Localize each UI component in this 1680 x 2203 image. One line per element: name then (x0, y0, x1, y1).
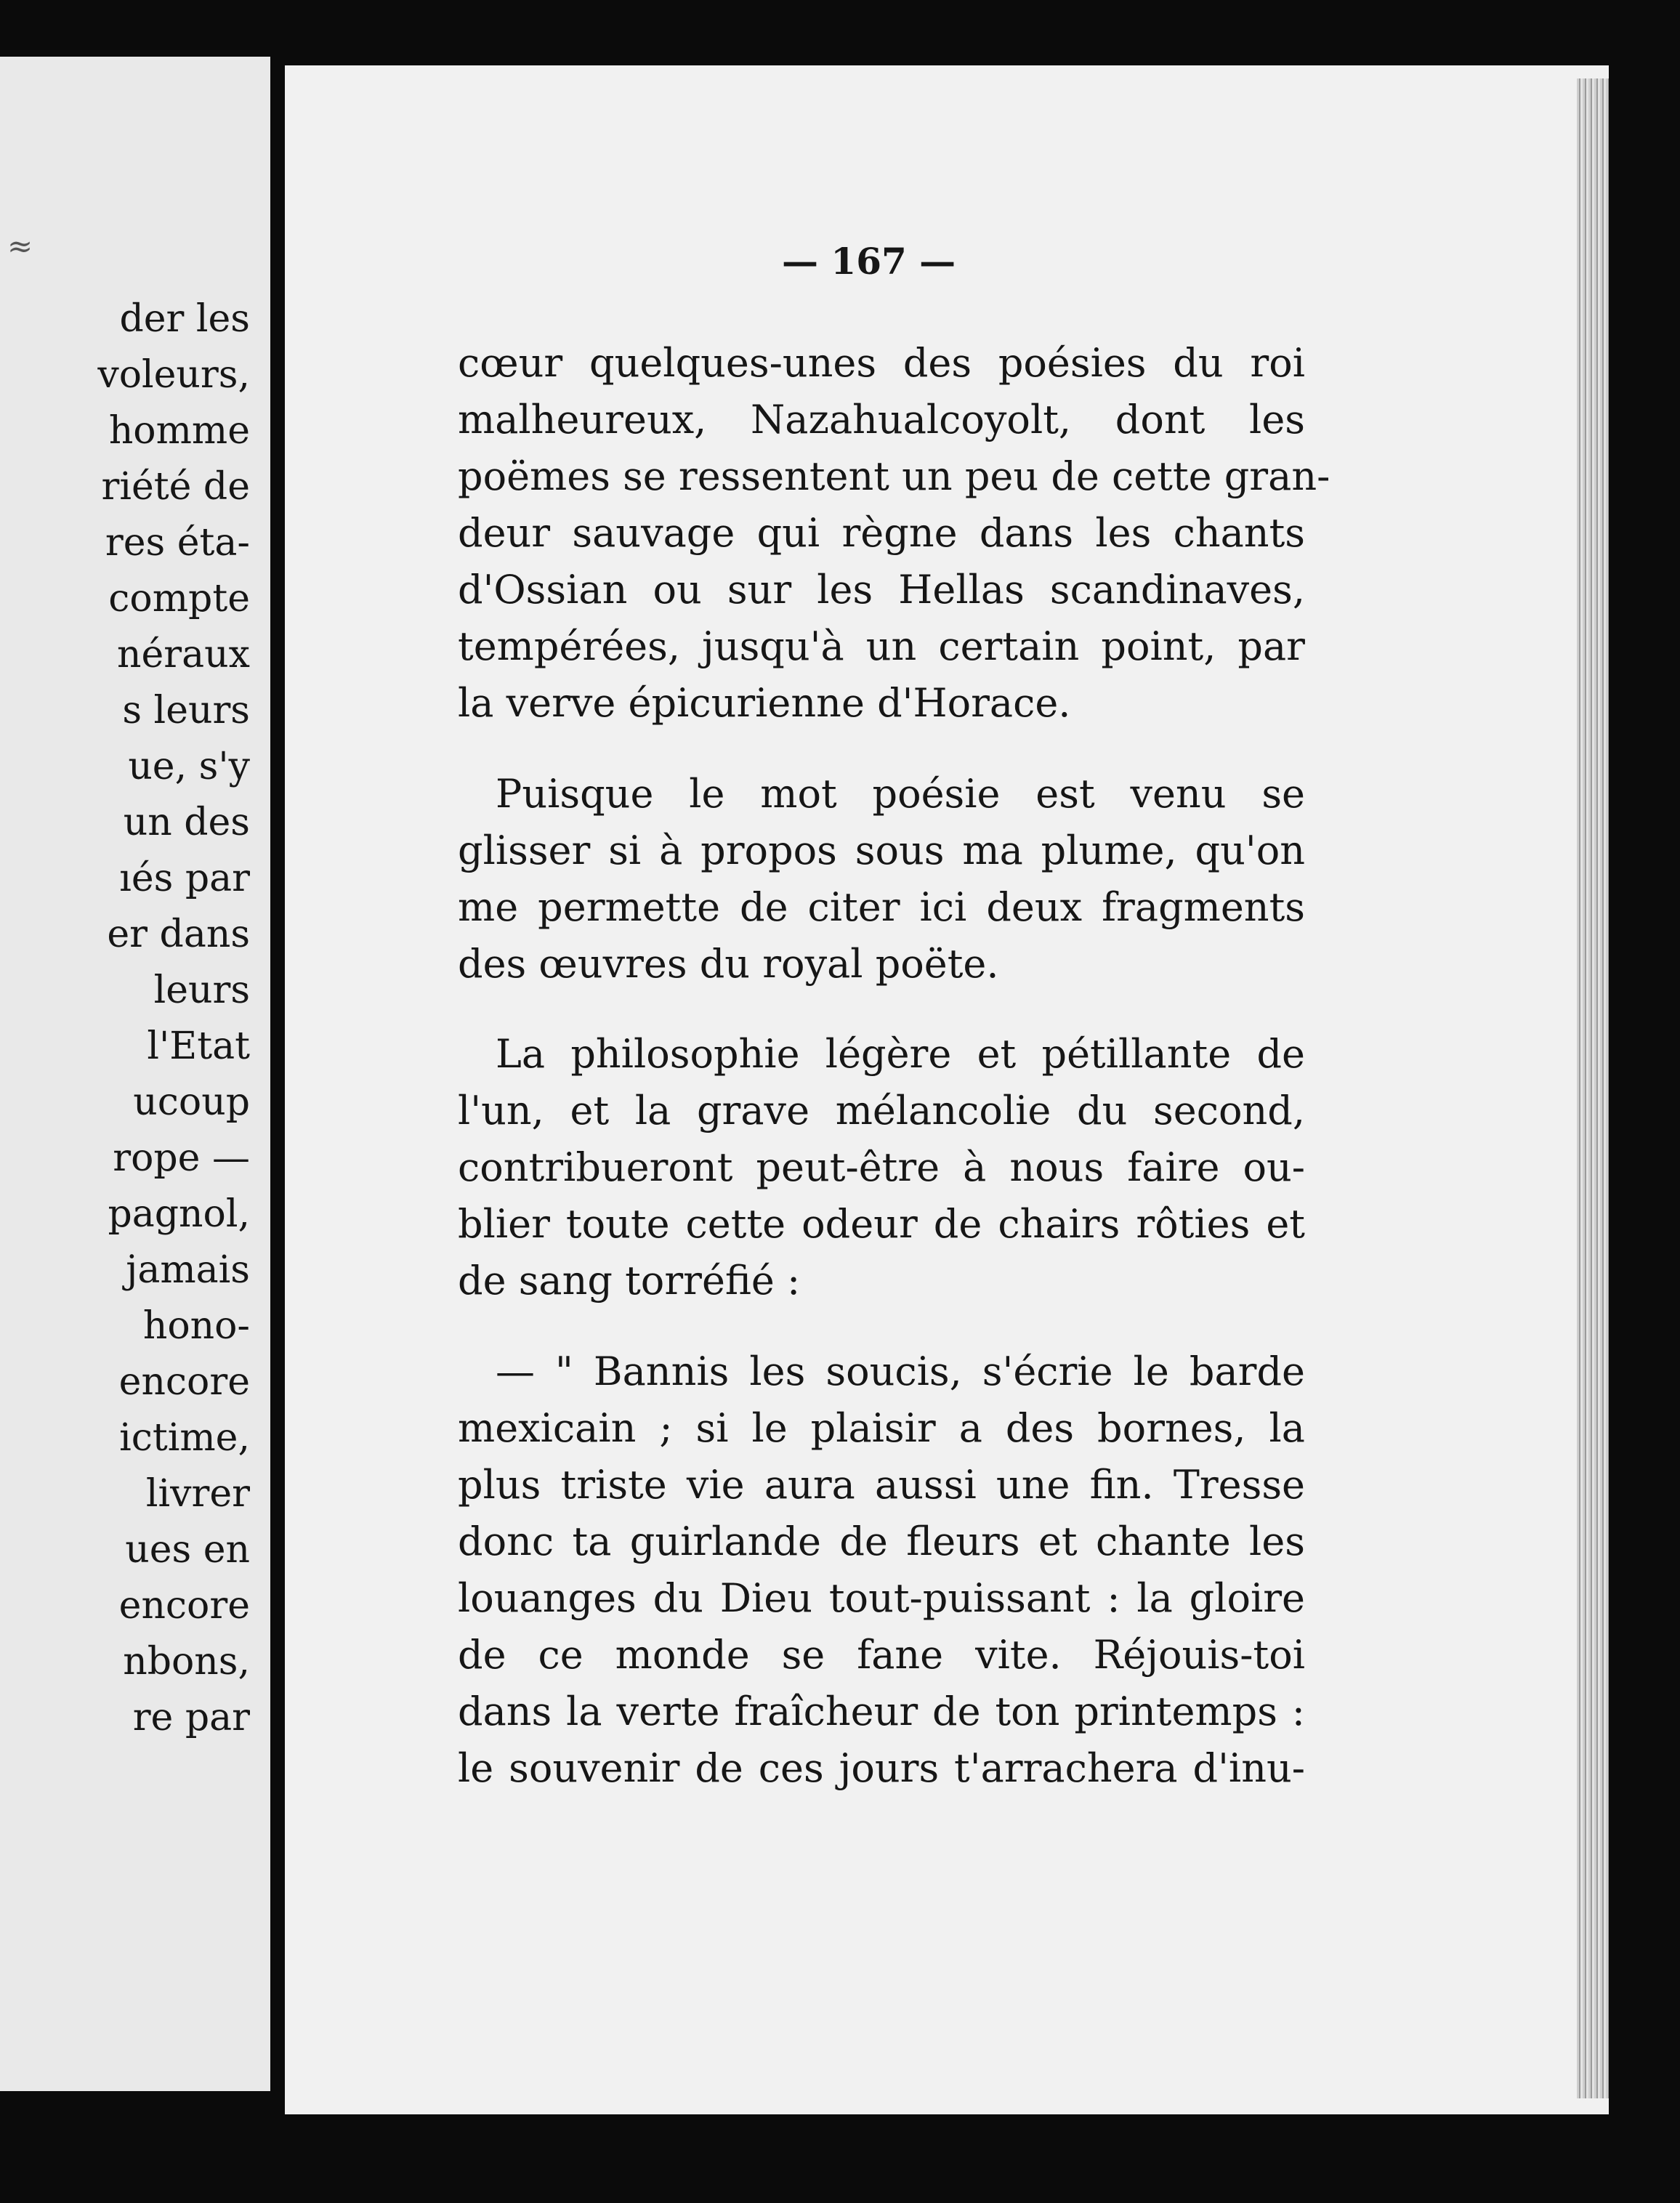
left-page-line: livrer (145, 1472, 250, 1516)
ink-mark: ≈ (7, 228, 33, 264)
left-page-line: ucoup (133, 1080, 250, 1124)
text-line: tempérées, jusqu'à un certain point, par (458, 623, 1305, 669)
left-page-line: rope — (113, 1136, 250, 1180)
left-page-line: ictime, (119, 1416, 250, 1460)
text-line: donc ta guirlande de fleurs et chante les (458, 1519, 1305, 1564)
text-line: dans la verte fraîcheur de ton printemps : (458, 1689, 1305, 1734)
text-line: Puisque le mot poésie est venu se (496, 771, 1305, 817)
text-line: des œuvres du royal poëte. (458, 941, 999, 987)
left-page-line: l'Etat (147, 1024, 250, 1068)
text-line: la verve épicurienne d'Horace. (458, 680, 1071, 726)
left-page-line: ues en (125, 1528, 250, 1572)
left-page-line: nbons, (123, 1640, 250, 1683)
left-page-line: encore (118, 1584, 250, 1628)
text-line: le souvenir de ces jours t'arrachera d'inu- (458, 1745, 1305, 1791)
left-page-line: riété de (101, 465, 250, 509)
left-page-line: encore (118, 1360, 250, 1404)
left-page-line: er dans (107, 913, 250, 956)
left-page-line: ue, s'y (128, 745, 250, 788)
text-line: cœur quelques-unes des poésies du roi (458, 340, 1305, 386)
left-page-line: hono- (142, 1304, 250, 1348)
left-page-line: pagnol, (108, 1192, 250, 1236)
left-page (0, 57, 270, 2091)
text-line: d'Ossian ou sur les Hellas scandinaves, (458, 567, 1305, 613)
left-page-line: leurs (153, 969, 250, 1012)
text-line: de ce monde se fane vite. Réjouis-toi (458, 1632, 1305, 1678)
text-line: La philosophie légère et pétillante de (496, 1031, 1305, 1077)
text-line: poëmes se ressentent un peu de cette gran- (458, 453, 1330, 499)
text-line: malheureux, Nazahualcoyolt, dont les (458, 397, 1305, 442)
text-line: — " Bannis les soucis, s'écrie le barde (496, 1349, 1305, 1394)
left-page-line: s leurs (122, 689, 250, 732)
text-line: de sang torréfié : (458, 1258, 801, 1303)
text-line: l'un, et la grave mélancolie du second, (458, 1088, 1305, 1133)
left-page-line: jamais (126, 1248, 250, 1292)
text-line: contribueront peut-être à nous faire ou- (458, 1144, 1305, 1190)
left-page-line: néraux (117, 633, 250, 676)
left-page-line: voleurs, (97, 353, 250, 397)
text-line: louanges du Dieu tout-puissant : la gloire (458, 1575, 1305, 1621)
left-page-line: homme (108, 409, 250, 453)
text-line: plus triste vie aura aussi une fin. Tresse (458, 1462, 1305, 1508)
left-page-line: un des (123, 801, 250, 844)
text-line: me permette de citer ici deux fragments (458, 884, 1305, 930)
left-page-line: ıés par (119, 857, 250, 900)
left-page-line: re par (132, 1696, 250, 1739)
page-number: — 167 — (782, 240, 956, 283)
left-page-line: compte (108, 577, 250, 621)
left-page-line: res éta- (105, 521, 250, 565)
left-page-line: der les (119, 297, 250, 341)
text-line: glisser si à propos sous ma plume, qu'on (458, 828, 1305, 873)
page-fore-edge (1577, 78, 1609, 2098)
text-line: deur sauvage qui règne dans les chants (458, 510, 1305, 556)
text-line: blier toute cette odeur de chairs rôties et (458, 1201, 1305, 1247)
text-line: mexicain ; si le plaisir a des bornes, la (458, 1405, 1305, 1451)
